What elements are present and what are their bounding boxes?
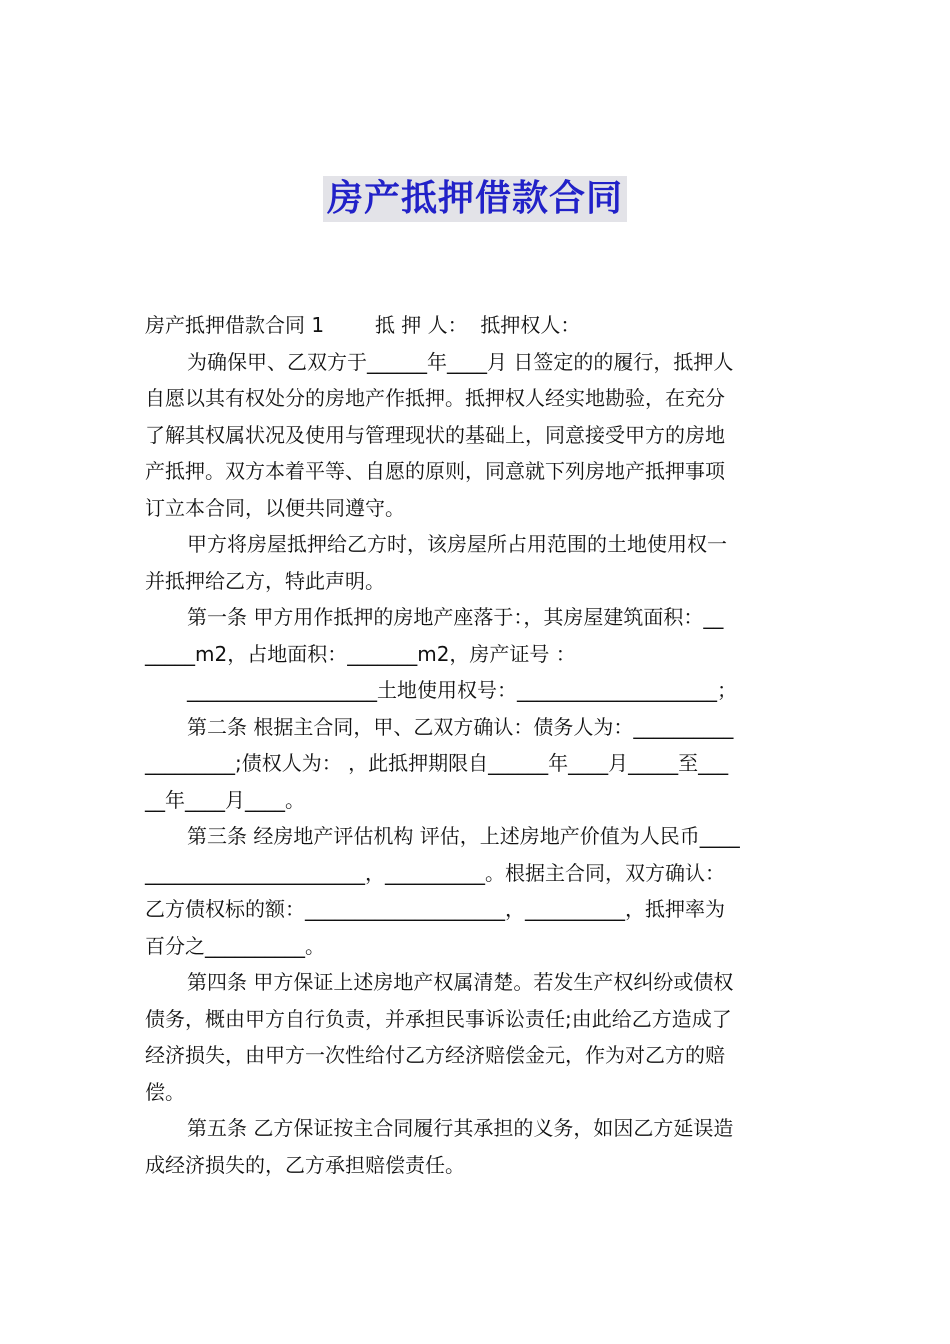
text-line: _________;债权人为： ，此抵押期限自______年____月_____至___ (145, 751, 729, 775)
text-line: 甲方将房屋抵押给乙方时，该房屋所占用范围的土地使用权一 (187, 532, 727, 556)
text-line: 第一条 甲方用作抵押的房地产座落于：，其房屋建筑面积：__ (187, 605, 724, 629)
document-title: 房产抵押借款合同 (323, 176, 627, 222)
text-line: 乙方债权标的额：____________________，__________，抵押率为 (145, 897, 725, 921)
text-line: 房产抵押借款合同 1 抵 押 人： 抵押权人： (145, 313, 581, 337)
text-line: 偿。 (145, 1079, 185, 1104)
text-line: ___________________土地使用权号：____________________； (187, 678, 737, 702)
text-line: _____m2，占地面积：_______m2，房产证号 ： (145, 641, 576, 666)
text-line: 了解其权属状况及使用与管理现状的基础上，同意接受甲方的房地 (145, 422, 725, 447)
text-line: 并抵押给乙方，特此声明。 (145, 568, 385, 593)
text-line: 第五条 乙方保证按主合同履行其承担的义务，如因乙方延误造 (187, 1116, 734, 1140)
document-body (145, 307, 807, 1183)
text-line: __年____月____。 (145, 787, 305, 812)
text-line: 债务，概由甲方自行负责，并承担民事诉讼责任;由此给乙方造成了 (145, 1006, 732, 1031)
text-line: 百分之__________。 (145, 933, 325, 958)
text-line: 为确保甲、乙双方于______年____月 日签定的的履行，抵押人 (187, 349, 734, 374)
text-line: 订立本合同，以便共同遵守。 (145, 495, 405, 520)
text-line: 成经济损失的，乙方承担赔偿责任。 (145, 1152, 465, 1177)
text-line: 第二条 根据主合同，甲、乙双方确认：债务人为：__________ (187, 714, 734, 739)
text-line: 经济损失，由甲方一次性给付乙方经济赔偿金元，作为对乙方的赔 (145, 1043, 725, 1067)
title-container (0, 176, 950, 222)
text-line: 自愿以其有权处分的房地产作抵押。抵押权人经实地勘验，在充分 (145, 386, 725, 410)
text-line: ______________________，__________。根据主合同，双方确认： (145, 860, 725, 885)
text-line: 第四条 甲方保证上述房地产权属清楚。若发生产权纠纷或债权 (187, 970, 734, 994)
text-line: 第三条 经房地产评估机构 评估，上述房地产价值为人民币____ (187, 824, 740, 848)
text-line: 产抵押。双方本着平等、自愿的原则，同意就下列房地产抵押事项 (145, 459, 725, 483)
